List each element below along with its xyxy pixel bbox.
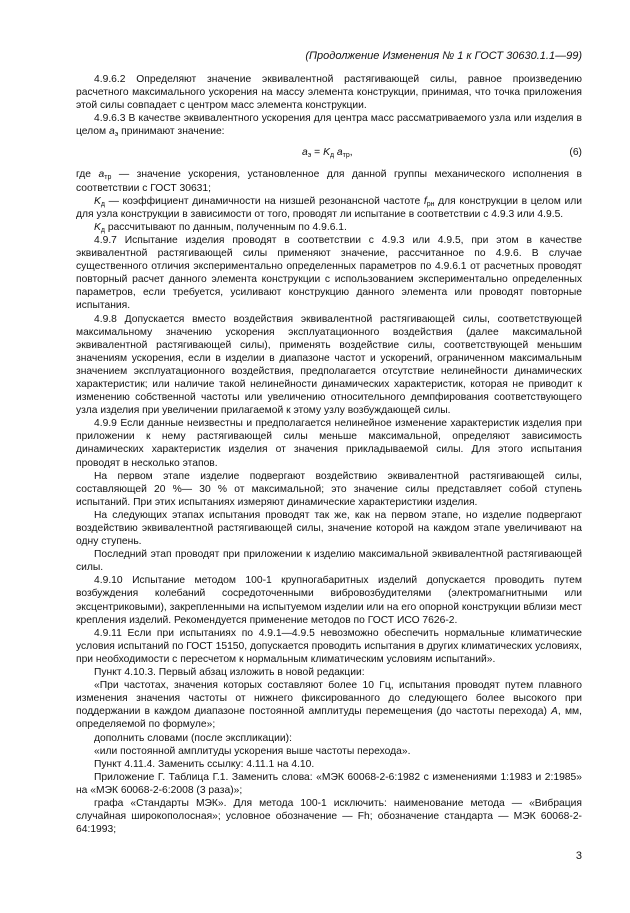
paragraph-iec-column: графа «Стандарты МЭК». Для метода 100-1 исключить: наименование метода — «Вибрация случайная широкополосная»; условное обозначение — Fh; обозначение стандарта — МЭК 60068-2-64:1993; [76,797,582,836]
page-header: (Продолжение Изменения № 1 к ГОСТ 30630.1.1—99) [305,50,582,62]
document-body [76,73,582,836]
paragraph-4-9-9: 4.9.9 Если данные неизвестны и предполагается нелинейное изменение характеристик изделия при приложении к нему растягивающей силы меньше максимальной, определяют зависимость динамических характеристик изделия от значения прикладываемой силы. Для этого испытания проводят в несколько этапов. [76,418,582,469]
paragraph-quote-addition: «или постоянной амплитуды ускорения выше частоты перехода». [94,745,411,757]
paragraph-quote-new-edition: «При частотах, значения которых составляют более 10 Гц, испытания проводят путем плавного изменения значения частоты от нижнего фиксированного до следующего более высокого при поддержании в каждом диапазоне постоянной амплитуды перемещения (до частоты перехода) A, мм, определяемой по формуле»; [76,680,582,731]
paragraph-4-9-8: 4.9.8 Допускается вместо воздействия эквивалентной растягивающей силы, соответствующей максимальному значению ускорения эксплуатационного воздействия (далее максимальной эквивалентной растягивающей силы), применять воздействие силы, соответствующей меньшим значениям ускорения, если в изделии в диапазоне частот и ускорений, ограниченном максимальным значением эксплуатационного воздействия, предполагается отсутствие нелинейности динамических характеристик; или наличие такой нелинейности динамических характеристик, которая не приводит к изменению собственной частоты или увеличению относительного демпфирования соответствующего узла изделия при увеличении прилагаемой к этому узлу возбуждающей силы. [76,313,582,417]
page-number: 3 [575,850,582,862]
paragraph-4-9-7: 4.9.7 Испытание изделия проводят в соответствии с 4.9.3 или 4.9.5, при этом в качестве эквивалентной растягивающей силы применяют значение, рассчитанное по 4.9.6. В случае существенного отличия экспериментально определенных параметров по 4.9.6.1 от расчетных проводят повторный расчет данного элемента конструкции с использованием экспериментально определенных параметров, если требуется, усиливают конструкцию данного элемента или проводят повторные испытания. [76,234,582,312]
paragraph-last-stage: Последний этап проводят при приложении к изделию максимальной эквивалентной растягивающей силы. [76,549,582,574]
paragraph-4-9-10: 4.9.10 Испытание методом 100-1 крупногабаритных изделий допускается проводить путем возбуждения колебаний сосредоточенными вибровозбудителями (электромагнитными или эксцентриковыми), закрепленными на испытуемом изделии или на его опорной конструкции вблизи мест крепления изделий. Рекомендуется применение методов по ГОСТ ИСО 7626-2. [76,575,582,626]
paragraph-4-9-11: 4.9.11 Если при испытаниях по 4.9.1—4.9.5 невозможно обеспечить нормальные климатические условия испытаний по ГОСТ 15150, допускается проводить испытания в других климатических условиях, при необходимости с пересчетом к нормальным климатическим условиям испытаний». [76,627,582,665]
paragraph-item-4-11-4: Пункт 4.11.4. Заменить ссылку: 4.11.1 на 4.10. [94,758,315,770]
paragraph-appendix-g: Приложение Г. Таблица Г.1. Заменить слова: «МЭК 60068-2-6:1982 с изменениями 1:1983 и 2:1985» на «МЭК 60068-2-6:2008 (3 раза)»; [76,771,582,796]
paragraph-4-9-6-3: 4.9.6.3 В качестве эквивалентного ускорения для центра масс рассматриваемого узла или изделия в целом $a_э$ принимают значение: [76,113,582,139]
paragraph-first-stage: На первом этапе изделие подвергают воздействию эквивалентной растягивающей силы, составляющей 20 %— 30 % от максимальной; это значение силы представляет собой ступень испытаний. При этих испытаниях измеряют динамические характеристики изделия. [76,470,582,508]
paragraph-supplement: дополнить словами (после экспликации): [94,732,292,744]
paragraph-kd-definition: $K_д$ — коэффициент динамичности на низшей резонансной частоте $f_{рн}$ для конструкции в целом или для узла конструкции в зависимости от того, проводят ли испытание в соответствии с 4.9.3 или 4.9.5. [76,195,582,220]
paragraph-kd-calculation: $K_д$ рассчитывают по данным, полученным по 4.9.6.1. [94,221,347,234]
paragraph-item-4-10-3: Пункт 4.10.3. Первый абзац изложить в новой редакции: [94,667,365,679]
formula-6 [76,138,582,168]
paragraph-where: где $a_{тр}$ — значение ускорения, установленное для данной группы механического исполнения в соответствии с ГОСТ 30631; [76,169,582,194]
formula-expression: $a_э = K_д$ $a_{тр}$, [302,147,353,160]
paragraph-4-9-6-2: 4.9.6.2 Определяют значение эквивалентной растягивающей силы, равное произведению расчетного максимального ускорения на массу элемента конструкции, принимая, что точка приложения этой силы совпадает с центром масс элемента конструкции. [76,74,582,112]
paragraph-next-stages: На следующих этапах испытания проводят так же, как на первом этапе, но изделие подвергают воздействию эквивалентной растягивающей силы, значение которой на каждом этапе увеличивают на одну ступень. [76,509,582,548]
formula-number: (6) [569,147,582,159]
